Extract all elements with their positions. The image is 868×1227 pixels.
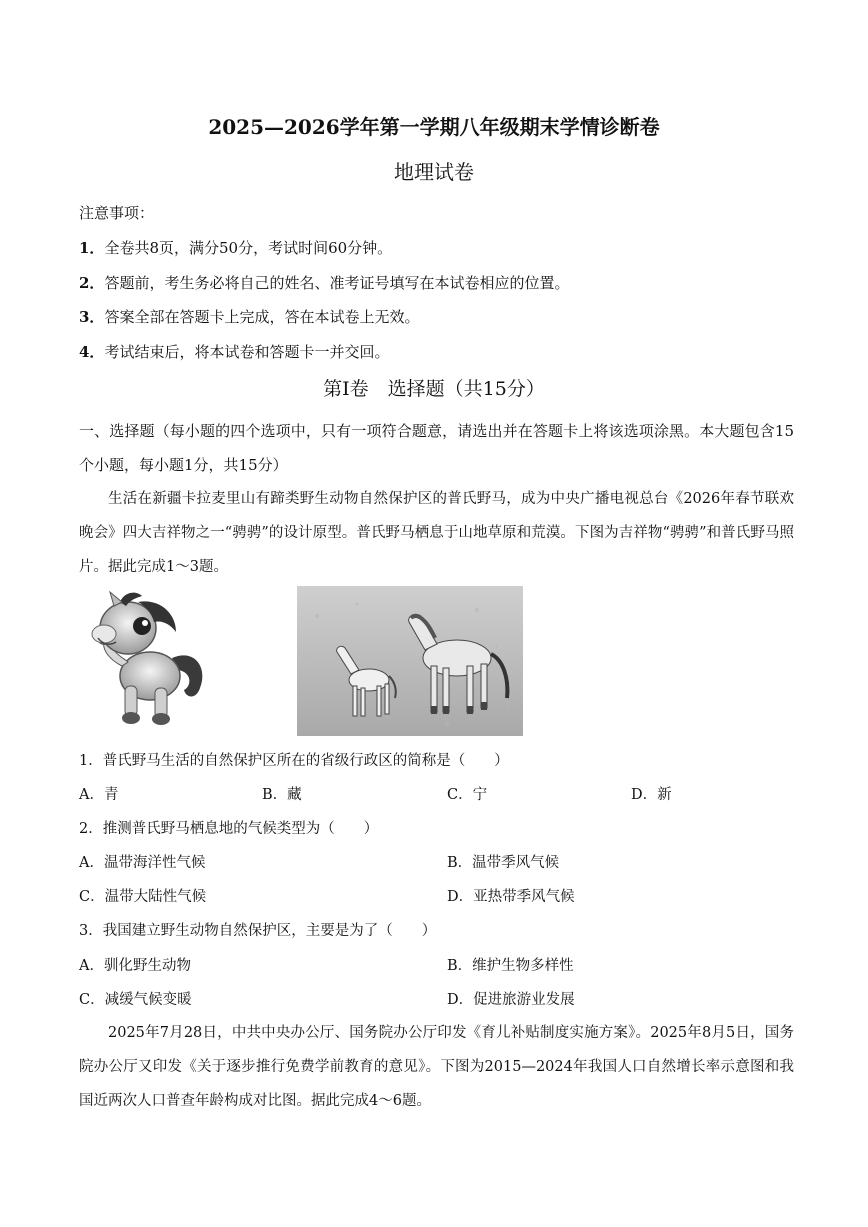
notice-item-text: 考试结束后，将本试卷和答题卡一并交回。 xyxy=(104,343,390,361)
question-1-option-a: A．青 xyxy=(79,787,119,803)
question-3-option-a: A．驯化野生动物 xyxy=(79,958,191,974)
notice-item-text: 答案全部在答题卡上完成，答在本试卷上无效。 xyxy=(104,308,420,326)
horse-photo xyxy=(297,586,523,736)
notice-item xyxy=(79,273,569,293)
notice-item-number: 4． xyxy=(79,343,105,361)
notice-item xyxy=(79,342,389,362)
exam-title: 2025—2026学年第一学期八年级期末学情诊断卷 xyxy=(208,115,660,139)
question-1-stem: 1．普氏野马生活的自然保护区所在的省级行政区的简称是（ ） xyxy=(79,753,509,769)
question-2-option-b: B．温带季风气候 xyxy=(447,855,560,871)
question-1-option-d: D．新 xyxy=(631,787,672,803)
notice-item xyxy=(79,307,419,327)
notice-item-number: 3． xyxy=(79,308,105,326)
part1-title: 第Ⅰ卷 选择题（共15分） xyxy=(323,378,545,400)
question-2-option-a: A．温带海洋性气候 xyxy=(79,855,206,871)
question-2-option-c: C．温带大陆性气候 xyxy=(79,889,207,905)
question-2-stem: 2．推测普氏野马栖息地的气候类型为（ ） xyxy=(79,821,379,837)
passage-1: 生活在新疆卡拉麦里山有蹄类野生动物自然保护区的普氏野马，成为中央广播电视总台《2026年春节联欢晚会》四大吉祥物之一“骋骋”的设计原型。普氏野马栖息于山地草原和荒漠。下图为吉祥物“骋骋”和普氏野马照片。据此完成1～3题。 xyxy=(79,491,794,575)
question-3-option-c: C．减缓气候变暖 xyxy=(79,992,192,1008)
notice-item-number: 1． xyxy=(79,239,105,257)
question-3-option-d: D．促进旅游业发展 xyxy=(447,992,575,1008)
question-1-option-c: C．宁 xyxy=(447,787,488,803)
notice-item-text: 全卷共8页，满分50分，考试时间60分钟。 xyxy=(104,239,393,257)
question-3-option-b: B．维护生物多样性 xyxy=(447,958,574,974)
notice-item-number: 2． xyxy=(79,274,105,292)
passage-2: 2025年7月28日，中共中央办公厅、国务院办公厅印发《育儿补贴制度实施方案》。2025年8月5日，国务院办公厅又印发《关于逐步推行免费学前教育的意见》。下图为2015—2024年我国人口自然增长率示意图和我国近两次人口普查年龄构成对比图。据此完成4～6题。 xyxy=(79,1025,794,1109)
notice-item-text: 答题前，考生务必将自己的姓名、准考证号填写在本试卷相应的位置。 xyxy=(104,274,570,292)
exam-subtitle: 地理试卷 xyxy=(394,160,474,184)
notice-item xyxy=(79,238,392,258)
question-3-stem: 3．我国建立野生动物自然保护区，主要是为了（ ） xyxy=(79,923,437,939)
mascot-image xyxy=(80,588,210,728)
question-1-option-b: B．藏 xyxy=(262,787,302,803)
part1-instructions: 一、选择题（每小题的四个选项中，只有一项符合题意，请选出并在答题卡上将该选项涂黑。本大题包含15个小题，每小题1分，共15分） xyxy=(79,422,794,474)
notice-heading: 注意事项： xyxy=(79,204,155,222)
question-2-option-d: D．亚热带季风气候 xyxy=(447,889,575,905)
